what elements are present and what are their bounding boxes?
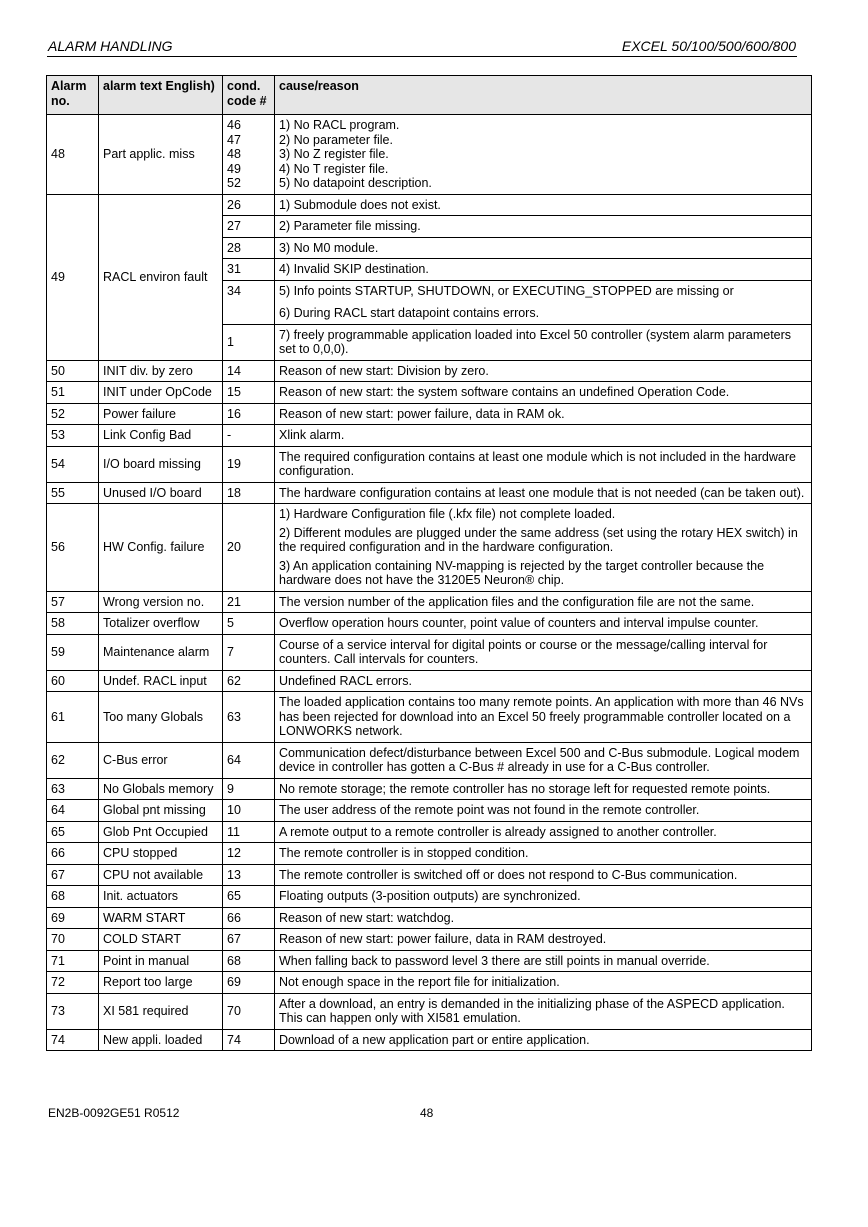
cause: After a download, an entry is demanded in the initializing phase of the ASPECD application. This can happen only with XI581 emulation. — [275, 993, 812, 1029]
alarm-text: No Globals memory — [99, 778, 223, 800]
cause-line: 5) No datapoint description. — [279, 176, 432, 190]
table-row — [47, 742, 812, 778]
cause: 2) Parameter file missing. — [275, 216, 812, 238]
header-section-title: ALARM HANDLING — [48, 38, 173, 54]
alarm-no: 51 — [47, 382, 99, 404]
alarm-text: Unused I/O board — [99, 482, 223, 504]
cause — [275, 280, 812, 324]
alarm-no: 57 — [47, 591, 99, 613]
alarm-no: 68 — [47, 886, 99, 908]
alarm-text: Maintenance alarm — [99, 634, 223, 670]
cause: Course of a service interval for digital points or course or the message/calling interval for counters. Call intervals for counters. — [275, 634, 812, 670]
alarm-no: 52 — [47, 403, 99, 425]
table-row — [47, 482, 812, 504]
alarm-text: Too many Globals — [99, 692, 223, 743]
cause: 1) Submodule does not exist. — [275, 194, 812, 216]
alarm-no: 71 — [47, 950, 99, 972]
alarm-no: 62 — [47, 742, 99, 778]
cond-code: 69 — [223, 972, 275, 994]
table-row — [47, 446, 812, 482]
code-line: 48 — [227, 147, 241, 161]
alarm-no: 58 — [47, 613, 99, 635]
footer-page-number: 48 — [420, 1106, 434, 1120]
cause: No remote storage; the remote controller has no storage left for requested remote points. — [275, 778, 812, 800]
cause: Reason of new start: watchdog. — [275, 907, 812, 929]
alarm-text: INIT div. by zero — [99, 360, 223, 382]
cause-line: 2) No parameter file. — [279, 132, 393, 147]
cause — [275, 504, 812, 592]
alarm-table — [46, 75, 812, 1051]
table-row — [47, 993, 812, 1029]
alarm-no: 55 — [47, 482, 99, 504]
col-header-alarm-text: alarm text English) — [99, 76, 223, 115]
cond-code: 64 — [223, 742, 275, 778]
cond-code: 28 — [223, 237, 275, 259]
col-header-cond-code: cond. code # — [223, 76, 275, 115]
cause: The required configuration contains at least one module which is not included in the hardware configuration. — [275, 446, 812, 482]
alarm-no: 56 — [47, 504, 99, 592]
alarm-no: 69 — [47, 907, 99, 929]
cond-code: 34 — [223, 280, 275, 324]
alarm-text: Totalizer overflow — [99, 613, 223, 635]
cond-code: - — [223, 425, 275, 447]
alarm-text: Report too large — [99, 972, 223, 994]
table-row — [47, 670, 812, 692]
table-row — [47, 907, 812, 929]
alarm-text: Point in manual — [99, 950, 223, 972]
cause: Floating outputs (3-position outputs) are synchronized. — [275, 886, 812, 908]
table-row — [47, 403, 812, 425]
table-row — [47, 800, 812, 822]
alarm-no: 48 — [47, 115, 99, 195]
alarm-text: Global pnt missing — [99, 800, 223, 822]
cause-line: 2) Different modules are plugged under the same address (set using the rotary HEX switch) in the required configuration and in the hardware configuration. — [279, 525, 798, 554]
table-row — [47, 613, 812, 635]
cause: The remote controller is in stopped condition. — [275, 843, 812, 865]
alarm-no: 63 — [47, 778, 99, 800]
footer-doc-id: EN2B-0092GE51 R0512 — [48, 1106, 180, 1120]
cause: The loaded application contains too many remote points. An application with more than 46 NVs has been rejected for download into an Excel 50 freely programmable controller located on a LONWORKS network. — [275, 692, 812, 743]
cause-line: 3) No Z register file. — [279, 147, 389, 161]
cond-code: 5 — [223, 613, 275, 635]
alarm-no: 60 — [47, 670, 99, 692]
header-divider — [47, 56, 797, 57]
alarm-no: 67 — [47, 864, 99, 886]
cause: 4) Invalid SKIP destination. — [275, 259, 812, 281]
alarm-no: 65 — [47, 821, 99, 843]
table-row — [47, 843, 812, 865]
cond-code: 1 — [223, 324, 275, 360]
cond-code: 31 — [223, 259, 275, 281]
alarm-text: Undef. RACL input — [99, 670, 223, 692]
cond-code: 14 — [223, 360, 275, 382]
cond-code: 19 — [223, 446, 275, 482]
cause: Xlink alarm. — [275, 425, 812, 447]
cause-line: 4) No T register file. — [279, 161, 389, 176]
table-row — [47, 115, 812, 195]
alarm-text: RACL environ fault — [99, 194, 223, 360]
alarm-text: Wrong version no. — [99, 591, 223, 613]
cond-code: 74 — [223, 1029, 275, 1051]
cause: 3) No M0 module. — [275, 237, 812, 259]
cond-code: 68 — [223, 950, 275, 972]
cond-code: 16 — [223, 403, 275, 425]
alarm-text: XI 581 required — [99, 993, 223, 1029]
cause: Undefined RACL errors. — [275, 670, 812, 692]
table-row — [47, 929, 812, 951]
alarm-text: Init. actuators — [99, 886, 223, 908]
cond-code: 27 — [223, 216, 275, 238]
cause: Reason of new start: power failure, data in RAM destroyed. — [275, 929, 812, 951]
table-row — [47, 821, 812, 843]
alarm-text: Glob Pnt Occupied — [99, 821, 223, 843]
cond-code: 11 — [223, 821, 275, 843]
cause: Reason of new start: the system software contains an undefined Operation Code. — [275, 382, 812, 404]
code-line: 46 — [227, 118, 241, 132]
cond-code: 13 — [223, 864, 275, 886]
table-row — [47, 634, 812, 670]
cond-code: 7 — [223, 634, 275, 670]
cause: A remote output to a remote controller is already assigned to another controller. — [275, 821, 812, 843]
cause: The version number of the application files and the configuration file are not the same. — [275, 591, 812, 613]
cond-code: 65 — [223, 886, 275, 908]
code-line: 47 — [227, 132, 241, 147]
alarm-no: 59 — [47, 634, 99, 670]
table-row — [47, 1029, 812, 1051]
cond-code: 10 — [223, 800, 275, 822]
cause: Reason of new start: power failure, data in RAM ok. — [275, 403, 812, 425]
table-row — [47, 591, 812, 613]
alarm-text: C-Bus error — [99, 742, 223, 778]
table-row — [47, 382, 812, 404]
cause: Reason of new start: Division by zero. — [275, 360, 812, 382]
cond-code: 9 — [223, 778, 275, 800]
alarm-text: New appli. loaded — [99, 1029, 223, 1051]
alarm-no: 72 — [47, 972, 99, 994]
table-row — [47, 864, 812, 886]
cause: The user address of the remote point was not found in the remote controller. — [275, 800, 812, 822]
alarm-no: 64 — [47, 800, 99, 822]
alarm-no: 54 — [47, 446, 99, 482]
cause: When falling back to password level 3 there are still points in manual override. — [275, 950, 812, 972]
table-row — [47, 692, 812, 743]
alarm-no: 73 — [47, 993, 99, 1029]
alarm-no: 66 — [47, 843, 99, 865]
alarm-text: Part applic. miss — [99, 115, 223, 195]
cond-code: 21 — [223, 591, 275, 613]
cause-line: 5) Info points STARTUP, SHUTDOWN, or EXECUTING_STOPPED are missing or — [279, 283, 734, 298]
cause-line: 3) An application containing NV-mapping is rejected by the target controller because the hardware does not have the 3120E5 Neuron® chip. — [279, 558, 765, 587]
table-header-row — [47, 76, 812, 115]
alarm-text: HW Config. failure — [99, 504, 223, 592]
cause-line: 1) Hardware Configuration file (.kfx file) not complete loaded. — [279, 507, 616, 521]
alarm-no: 50 — [47, 360, 99, 382]
alarm-no: 70 — [47, 929, 99, 951]
code-line: 49 — [227, 161, 241, 176]
alarm-text: INIT under OpCode — [99, 382, 223, 404]
header-product-title: EXCEL 50/100/500/600/800 — [621, 38, 796, 54]
alarm-text: WARM START — [99, 907, 223, 929]
cause: Communication defect/disturbance between Excel 500 and C-Bus submodule. Logical modem device in controller has gotten a C-Bus # already in use for a C-Bus controller. — [275, 742, 812, 778]
cause: 7) freely programmable application loaded into Excel 50 controller (system alarm parameters set to 0,0,0). — [275, 324, 812, 360]
cause-line: 6) During RACL start datapoint contains errors. — [279, 306, 540, 320]
cond-code: 70 — [223, 993, 275, 1029]
cause: Not enough space in the report file for initialization. — [275, 972, 812, 994]
cause: Download of a new application part or entire application. — [275, 1029, 812, 1051]
col-header-alarm-no: Alarm no. — [47, 76, 99, 115]
alarm-no: 74 — [47, 1029, 99, 1051]
cond-code: 18 — [223, 482, 275, 504]
table-row — [47, 972, 812, 994]
table-row — [47, 360, 812, 382]
alarm-no: 49 — [47, 194, 99, 360]
table-row — [47, 886, 812, 908]
alarm-text: COLD START — [99, 929, 223, 951]
col-header-cause: cause/reason — [275, 76, 812, 115]
table-row — [47, 194, 812, 216]
code-line: 52 — [227, 176, 241, 190]
table-row — [47, 504, 812, 592]
alarm-no: 61 — [47, 692, 99, 743]
cond-code: 66 — [223, 907, 275, 929]
cond-code: 12 — [223, 843, 275, 865]
alarm-text: CPU stopped — [99, 843, 223, 865]
table-row — [47, 425, 812, 447]
cond-code: 20 — [223, 504, 275, 592]
alarm-text: I/O board missing — [99, 446, 223, 482]
cause: The hardware configuration contains at least one module that is not needed (can be taken out). — [275, 482, 812, 504]
cause — [275, 115, 812, 195]
alarm-text: CPU not available — [99, 864, 223, 886]
alarm-text: Link Config Bad — [99, 425, 223, 447]
cond-code: 67 — [223, 929, 275, 951]
cond-code: 26 — [223, 194, 275, 216]
cond-code: 62 — [223, 670, 275, 692]
cond-code — [223, 115, 275, 195]
cause: Overflow operation hours counter, point value of counters and interval impulse counter. — [275, 613, 812, 635]
cause-line: 1) No RACL program. — [279, 118, 400, 132]
cond-code: 63 — [223, 692, 275, 743]
cause: The remote controller is switched off or does not respond to C-Bus communication. — [275, 864, 812, 886]
table-row — [47, 950, 812, 972]
table-row — [47, 778, 812, 800]
cond-code: 15 — [223, 382, 275, 404]
alarm-no: 53 — [47, 425, 99, 447]
alarm-text: Power failure — [99, 403, 223, 425]
